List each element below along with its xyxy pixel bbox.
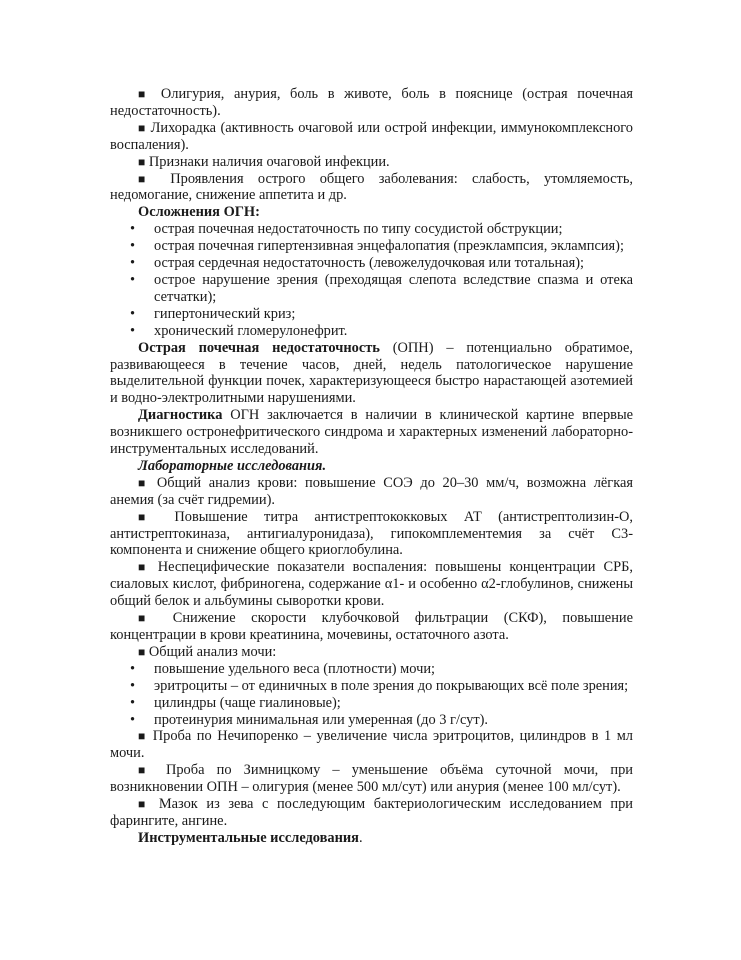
paragraph-general-illness: ■ Проявления острого общего заболевания: слабость, утомляемость, недомогание, снижение аппетита и др.: [110, 170, 633, 204]
list-item: • острая почечная гипертензивная энцефалопатия (преэклампсия, эклампсия);: [110, 238, 633, 255]
square-bullet-icon: ■: [138, 611, 158, 626]
complications-list: [110, 221, 633, 339]
square-bullet-icon: ■: [138, 797, 151, 812]
complications-heading: Осложнения ОГН:: [138, 204, 260, 221]
list-item: • острая почечная недостаточность по типу сосудистой обструкции;: [110, 221, 633, 238]
list-item: • протеинурия минимальная или умеренная (до 3 г/сут).: [110, 712, 633, 729]
paragraph-antistreptococcal: ■ Повышение титра антистрептококковых АТ (антистрептолизин-О, антистрептокиназа, антигиалуронидаза), гипокомплементемия за счёт С3-компонента и снижение общего криоглобулина.: [110, 508, 633, 559]
paragraph-urine-label: ■ Общий анализ мочи:: [138, 643, 277, 660]
paragraph-fever: ■ Лихорадка (активность очаговой или острой инфекции, иммунокомплексного воспаления).: [110, 119, 634, 153]
paragraph-opn-definition: Острая почечная недостаточность (ОПН) – потенциально обратимое, развивающееся в течение часов, дней, недель патологическое нарушение выделительной функции почек, характеризующееся быстро нарастающей азотемией и водно-электролитными нарушениями.: [110, 339, 633, 407]
list-item: • эритроциты – от единичных в поле зрения до покрывающих всё поле зрения;: [110, 678, 633, 695]
opn-term: Острая почечная недостаточность: [138, 339, 380, 356]
list-item: • острая сердечная недостаточность (левожелудочковая или тотальная);: [110, 255, 633, 272]
paragraph-inflammation-markers: ■ Неспецифические показатели воспаления: повышены концентрации СРБ, сиаловых кислот, фибриногена, содержание α1- и особенно α2-глобулинов, снижены общий белок и альбумины сыворотки крови.: [110, 559, 633, 610]
square-bullet-icon: ■: [138, 729, 148, 744]
square-bullet-icon: ■: [138, 560, 150, 575]
instrumental-heading: Инструментальные исследования.: [138, 829, 363, 846]
square-bullet-icon: ■: [138, 87, 152, 101]
list-item: • острое нарушение зрения (преходящая слепота вследствие спазма и отека сетчатки);: [110, 272, 633, 306]
paragraph-gfr: ■ Снижение скорости клубочковой фильтрации (СКФ), повышение концентрации в крови креатинина, мочевины, остаточного азота.: [110, 610, 633, 643]
urine-list: [110, 661, 633, 729]
list-item: • хронический гломерулонефрит.: [110, 323, 633, 340]
square-bullet-icon: ■: [138, 120, 147, 135]
square-bullet-icon: ■: [138, 171, 156, 186]
diagnostics-term: Диагностика: [138, 407, 223, 424]
paragraph-zimnitsky: ■ Проба по Зимницкому – уменьшение объёма суточной мочи, при возникновении ОПН – олигурия (менее 500 мл/сут) или анурия (менее 100 мл/сут).: [110, 762, 633, 796]
paragraph-focal-infection: ■ Признаки наличия очаговой инфекции.: [138, 153, 390, 170]
square-bullet-icon: ■: [138, 154, 146, 169]
list-item: • повышение удельного веса (плотности) мочи;: [110, 661, 633, 678]
paragraph-diagnostics: Диагностика ОГН заключается в наличии в клинической картине впервые возникшего остронефритического синдрома и характерных изменений лабораторно-инструментальных исследований.: [110, 407, 633, 458]
square-bullet-icon: ■: [138, 763, 154, 778]
square-bullet-icon: ■: [138, 644, 146, 659]
list-item: • цилиндры (чаще гиалиновые);: [110, 695, 633, 712]
paragraph-oliguria: ■ Олигурия, анурия, боль в животе, боль в пояснице (острая почечная недостаточность).: [110, 86, 633, 119]
square-bullet-icon: ■: [138, 475, 150, 490]
paragraph-throat-swab: ■ Мазок из зева с последующим бактериологическим исследованием при фарингите, ангине.: [110, 796, 633, 829]
lab-heading: Лабораторные исследования.: [138, 457, 327, 474]
paragraph-blood-test: ■ Общий анализ крови: повышение СОЭ до 20–30 мм/ч, возможна лёгкая анемия (за счёт гидремии).: [110, 474, 633, 508]
square-bullet-icon: ■: [138, 509, 159, 524]
paragraph-nechiporenko: ■ Проба по Нечипоренко – увеличение числа эритроцитов, цилиндров в 1 мл мочи.: [110, 728, 633, 762]
list-item: • гипертонический криз;: [110, 306, 633, 323]
